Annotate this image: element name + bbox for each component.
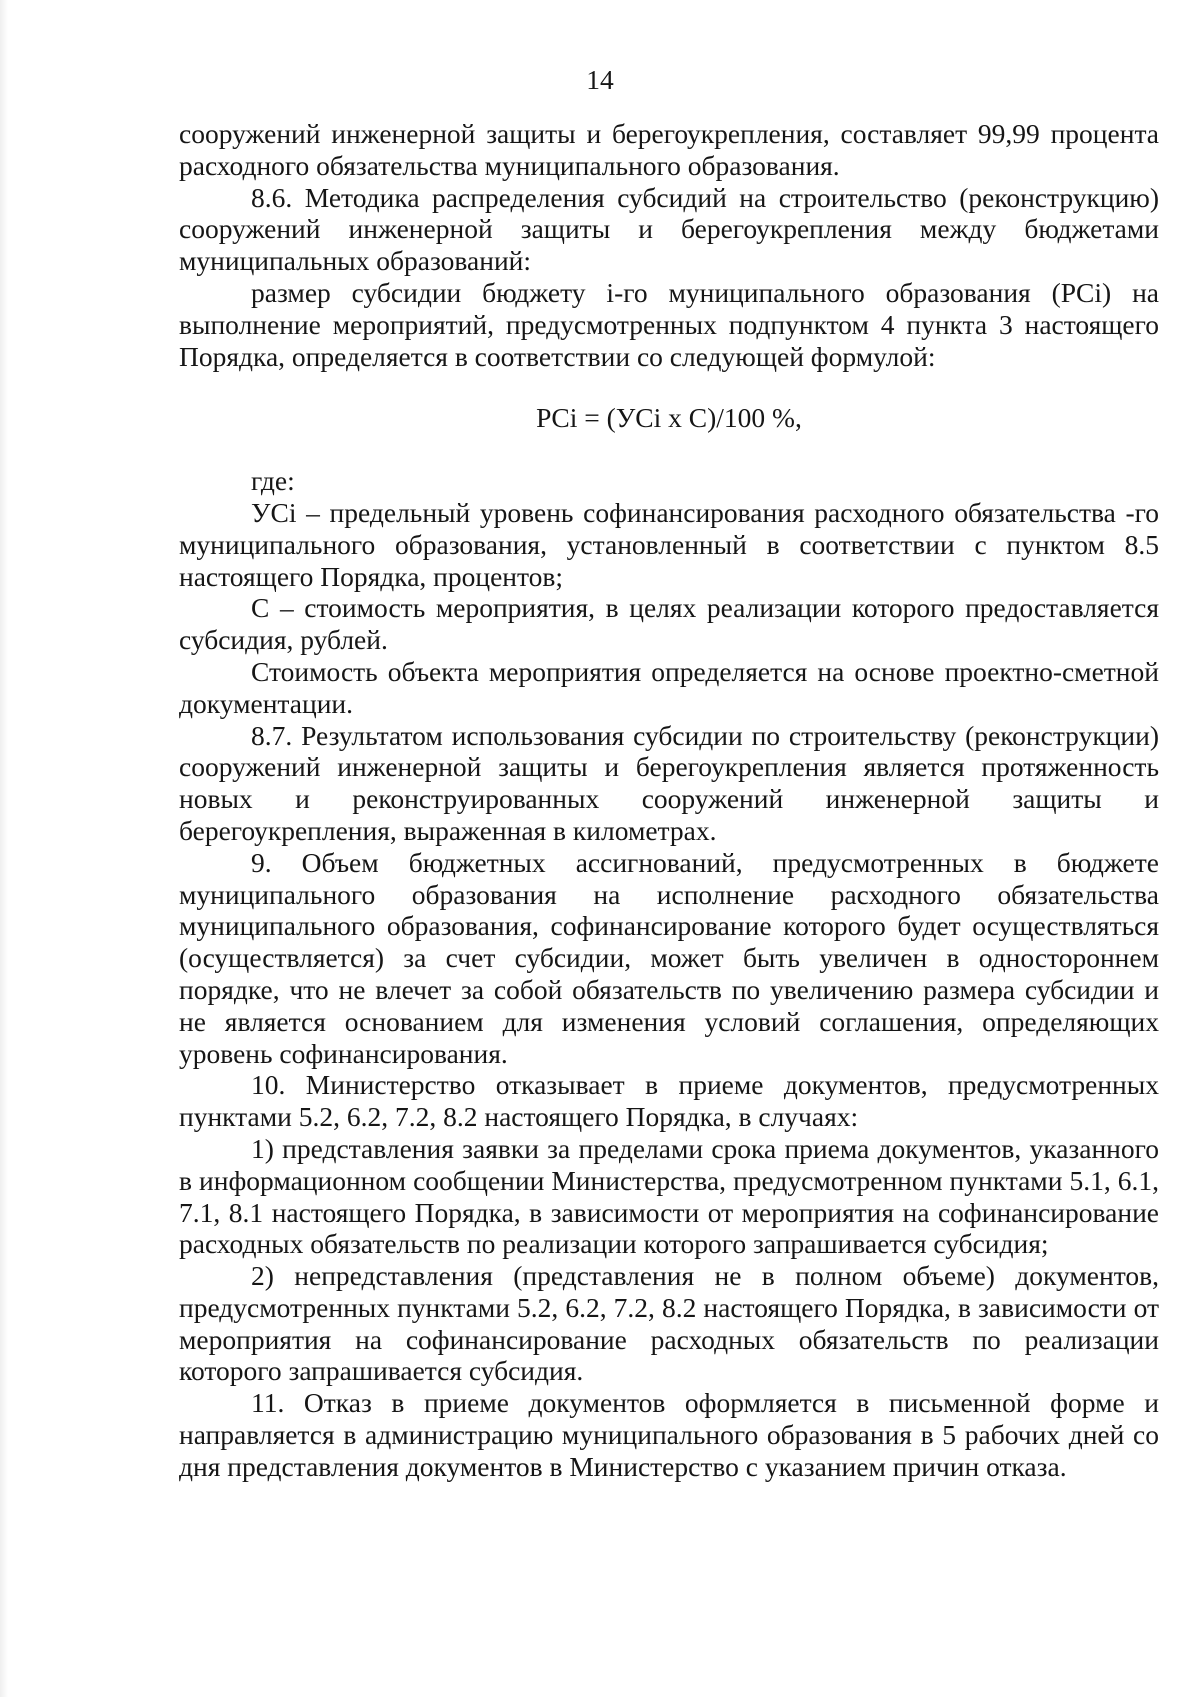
paragraph-8-6: 8.6. Методика распределения субсидий на строительство (реконструкцию) сооружений инженерной защиты и берегоукрепления между бюджетами муниципальных образований:: [179, 181, 1159, 277]
paragraph-c-definition: С – стоимость мероприятия, в целях реализации которого предоставляется субсидия, рублей.: [179, 592, 1159, 656]
paragraph-11: 11. Отказ в приеме документов оформляется в письменной форме и направляется в администрацию муниципального образования в 5 рабочих дней со дня представления документов в Министерство с указанием причин отказа.: [179, 1387, 1159, 1482]
paragraph-9: 9. Объем бюджетных ассигнований, предусмотренных в бюджете муниципального образования на исполнение расходного обязательства муниципального образования, софинансирование которого будет осуществляться (осуществляется) за счет субсидии, может быть увеличен в одностороннем порядке, что не влечет за собой обязательств по увеличению размера субсидии и не является основанием для изменения условий соглашения, определяющих уровень софинансирования.: [179, 846, 1159, 1069]
subsidy-formula: PCi = (УСi x С)/100 %,: [536, 402, 802, 434]
paragraph-usi-definition: УСi – предельный уровень софинансирования расходного обязательства -го муниципального образования, установленный в соответствии с пунктом 8.5 настоящего Порядка, процентов;: [179, 496, 1159, 592]
paragraph-cost: Стоимость объекта мероприятия определяется на основе проектно-сметной документации.: [179, 655, 1159, 719]
scan-edge-shadow: [0, 0, 8, 1697]
paragraph-subsidy-size: размер субсидии бюджету i-го муниципального образования (PCi) на выполнение мероприятий, предусмотренных подпунктом 4 пункта 3 настоящего Порядка, определяется в соответствии со следующей формулой:: [179, 276, 1159, 372]
page-number: 14: [586, 64, 614, 95]
document-body: [179, 118, 1159, 1483]
paragraph-10-item-1: 1) представления заявки за пределами срока приема документов, указанного в информационном сообщении Министерства, предусмотренном пунктами 5.1, 6.1, 7.1, 8.1 настоящего Порядка, в зависимости от мероприятия на софинансирование расходных обязательств по реализации которого запрашивается субсидия;: [179, 1132, 1159, 1260]
paragraph-where: где:: [251, 465, 295, 497]
paragraph-10-item-2: 2) непредставления (представления не в полном объеме) документов, предусмотренных пунктами 5.2, 6.2, 7.2, 8.2 настоящего Порядка, в зависимости от мероприятия на софинансирование расходных обязательств по реализации которого запрашивается субсидия.: [179, 1260, 1159, 1387]
paragraph-continuation: сооружений инженерной защиты и берегоукрепления, составляет 99,99 процента расходного обязательства муниципального образования.: [179, 118, 1159, 181]
paragraph-8-7: 8.7. Результатом использования субсидии по строительству (реконструкции) сооружений инженерной защиты и берегоукрепления является протяженность новых и реконструированных сооружений инженерной защиты и берегоукрепления, выраженная в километрах.: [179, 719, 1159, 846]
paragraph-10: 10. Министерство отказывает в приеме документов, предусмотренных пунктами 5.2, 6.2, 7.2, 8.2 настоящего Порядка, в случаях:: [179, 1069, 1159, 1133]
